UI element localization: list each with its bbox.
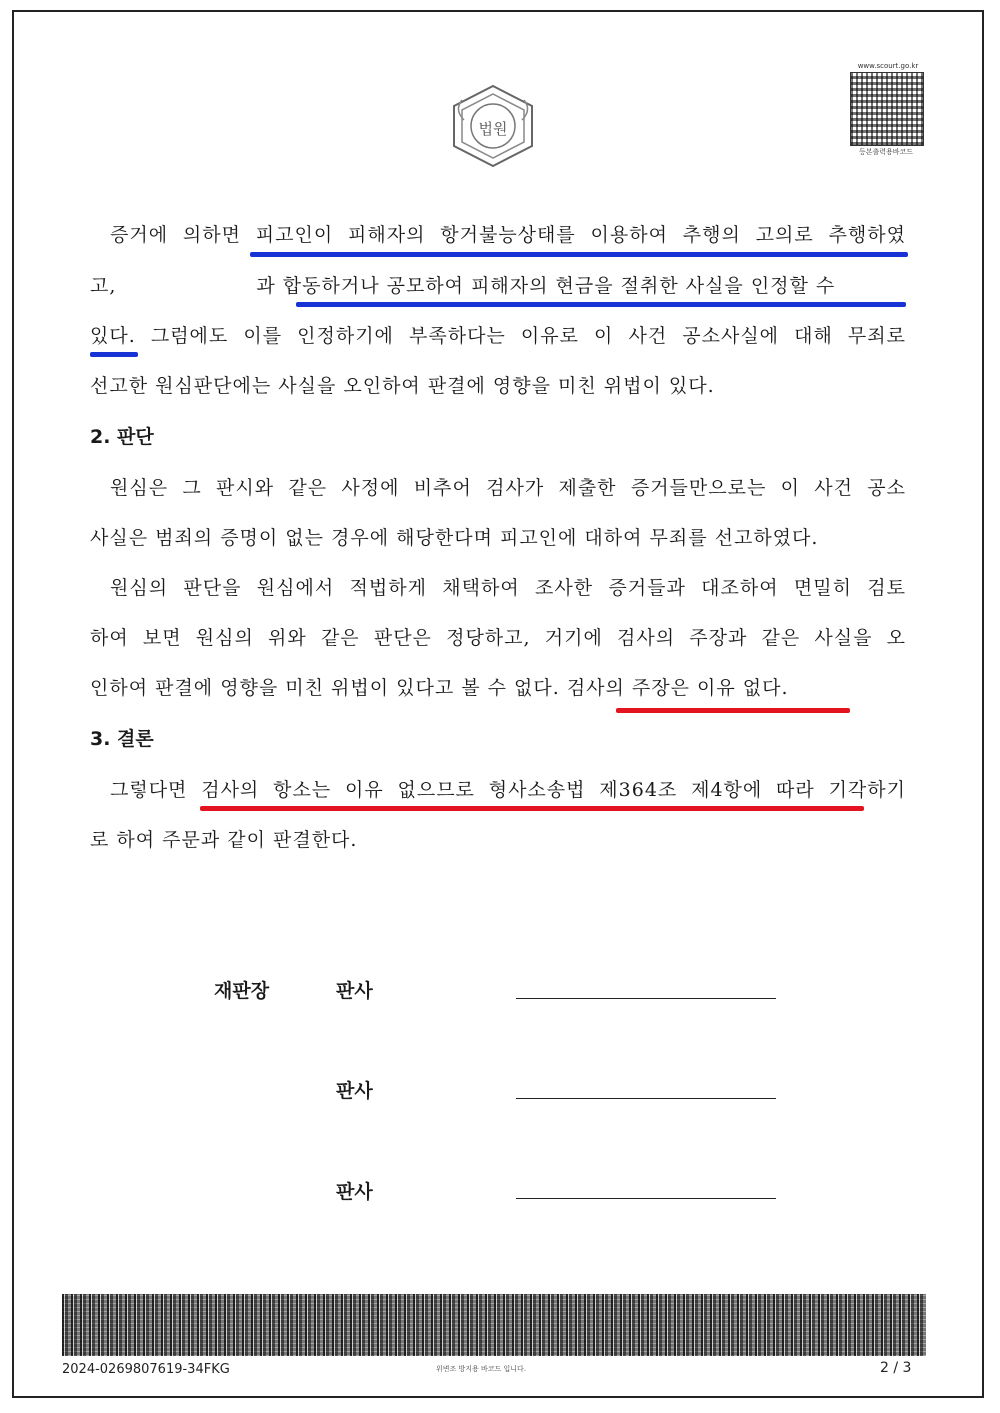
signature-line-2 (516, 1098, 776, 1099)
qr-code-icon (850, 72, 924, 146)
section-2-heading: 2. 판단 (90, 426, 154, 448)
page-frame (12, 10, 984, 1398)
underline-blue-2 (296, 302, 906, 307)
underline-blue-3 (90, 352, 138, 357)
page-number: 2 / 3 (880, 1360, 912, 1376)
underline-red-1 (616, 708, 850, 713)
para4-line1: 그렇다면 검사의 항소는 이유 없으므로 형사소송법 제364조 제4항에 따라 기각하기 (110, 779, 906, 801)
para2-line1: 원심은 그 판시와 같은 사정에 비추어 검사가 제출한 증거들만으로는 이 사건 공소 (110, 477, 906, 499)
anti-forgery-barcode (62, 1294, 926, 1356)
judge-label-1: 판사 (336, 980, 373, 1002)
barcode-note: 위변조 방지용 바코드 입니다. (436, 1365, 527, 1373)
signature-line-3 (516, 1198, 776, 1199)
para3-line2: 하여 보면 원심의 위와 같은 판단은 정당하고, 거기에 검사의 주장과 같은 사실을 오 (90, 627, 906, 649)
underline-blue-1 (250, 252, 908, 257)
para1-line2-start: 고, (90, 275, 117, 297)
judge-label-3: 판사 (336, 1181, 373, 1203)
para3-line1: 원심의 판단을 원심에서 적법하게 채택하여 조사한 증거들과 대조하여 면밀히 검토 (110, 577, 906, 599)
para3-line3: 인하여 판결에 영향을 미친 위법이 있다고 볼 수 없다. 검사의 주장은 이유 없다. (90, 677, 789, 699)
redacted-name (116, 273, 256, 299)
para4-line2: 로 하여 주문과 같이 판결한다. (90, 829, 358, 851)
para1-line4: 선고한 원심판단에는 사실을 오인하여 판결에 영향을 미친 위법이 있다. (90, 375, 715, 397)
presiding-judge-label: 재판장 (214, 980, 270, 1002)
para1-line3: 있다. 그럼에도 이를 인정하기에 부족하다는 이유로 이 사건 공소사실에 대해 무죄로 (90, 325, 906, 347)
signature-line-1 (516, 998, 776, 999)
qr-label: 등본출력용바코드 (858, 148, 914, 156)
court-seal-text: 법원 (478, 120, 508, 138)
site-url: www.scourt.go.kr (857, 62, 919, 70)
para1-line2-end: 과 합동하거나 공모하여 피해자의 현금을 절취한 사실을 인정할 수 (256, 275, 836, 297)
para2-line2: 사실은 범죄의 증명이 없는 경우에 해당한다며 피고인에 대하여 무죄를 선고하였다. (90, 527, 819, 549)
underline-red-2 (200, 806, 864, 811)
document-id: 2024-0269807619-34FKG (62, 1362, 230, 1377)
para1-line2 (90, 273, 906, 299)
para1-line1: 증거에 의하면 피고인이 피해자의 항거불능상태를 이용하여 추행의 고의로 추행하였 (110, 224, 906, 246)
section-3-heading: 3. 결론 (90, 728, 154, 750)
judge-label-2: 판사 (336, 1080, 373, 1102)
